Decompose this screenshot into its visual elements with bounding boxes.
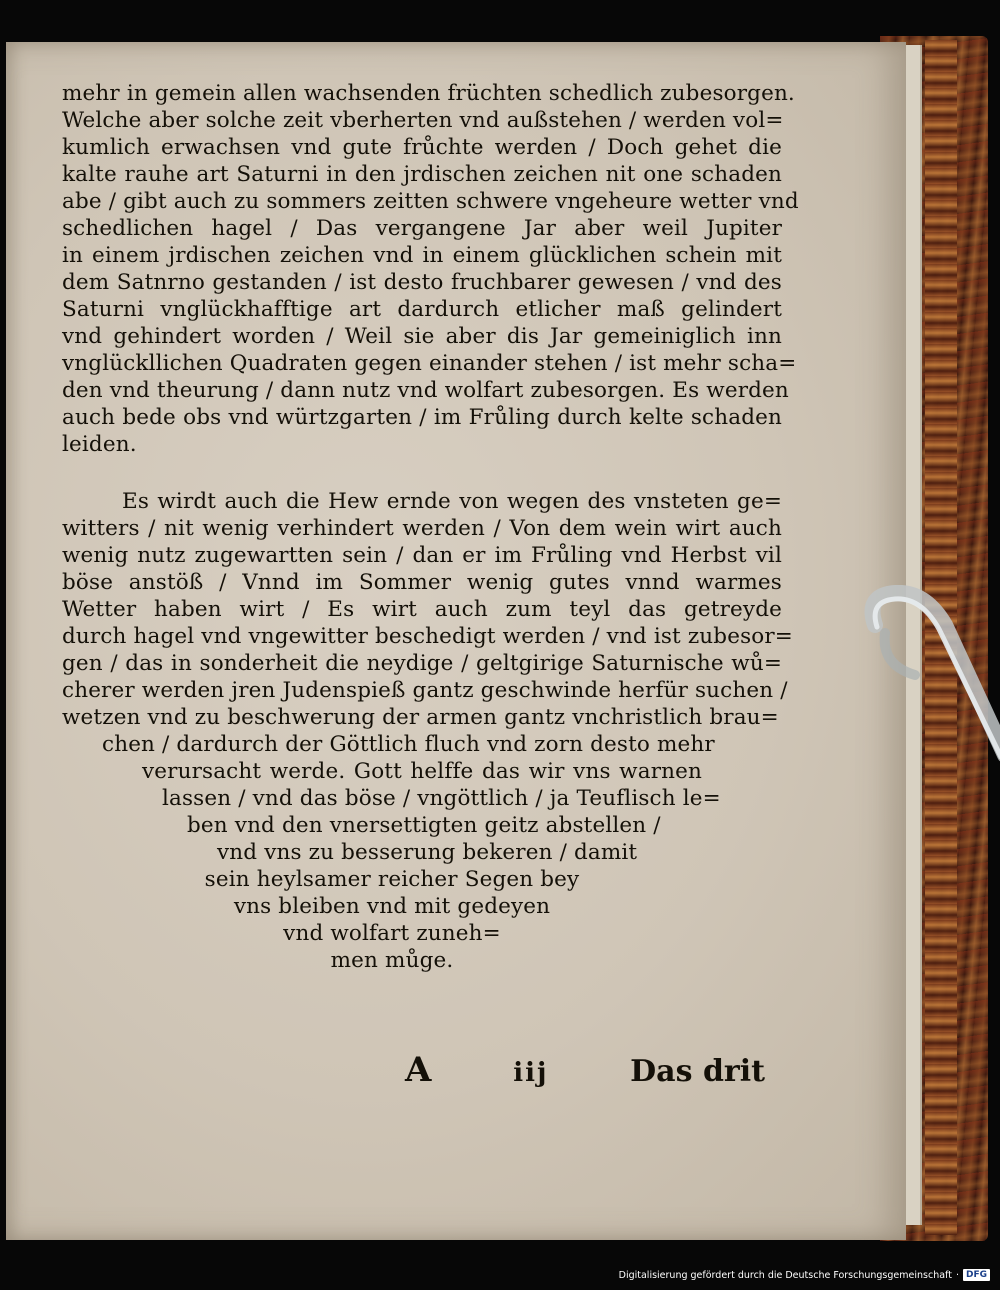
separator-dot: · [955, 1269, 959, 1281]
text-line: wenig nutz zugewartten sein / dan er im Frůling vnd Herbst vil [62, 543, 782, 568]
text-line: böse anstöß / Vnnd im Sommer wenig gutes vnnd warmes [62, 570, 782, 595]
text-line: lassen / vnd das böse / vngöttlich / ja Teuflisch le= [162, 786, 721, 811]
text-line: mehr in gemein allen wachsenden früchten schedlich zubesorgen. [62, 81, 795, 106]
text-line: wetzen vnd zu beschwerung der armen gantz vnchristlich brau= [62, 705, 779, 730]
text-line: vnglückllichen Quadraten gegen einander stehen / ist mehr scha= [62, 351, 797, 376]
text-line: sein heylsamer reicher Segen bey [204, 867, 580, 892]
catchword: Das drit [630, 1054, 765, 1089]
text-line: durch hagel vnd vngewitter beschedigt werden / vnd ist zubesor= [62, 624, 793, 649]
text-line: vns bleiben vnd mit gedeyen [233, 894, 551, 919]
text-line: gen / das in sonderheit die neydige / geltgirige Saturnische wů= [62, 651, 782, 676]
text-line: schedlichen hagel / Das vergangene Jar aber weil Jupiter [62, 216, 782, 241]
text-line: vnd wolfart zuneh= [283, 921, 501, 946]
credit-text: Digitalisierung gefördert durch die Deutsche Forschungsgemeinschaft [618, 1269, 952, 1281]
text-line: in einem jrdischen zeichen vnd in einem glücklichen schein mit [62, 243, 782, 268]
signature-number: iij [513, 1058, 549, 1088]
text-line: vnd gehindert worden / Weil sie aber dis Jar gemeiniglich inn [62, 324, 782, 349]
text-line: leiden. [62, 432, 137, 457]
dfg-logo: DFG [963, 1269, 990, 1281]
text-line: chen / dardurch der Göttlich fluch vnd zorn desto mehr [102, 732, 715, 757]
text-line: Welche aber solche zeit vberherten vnd außstehen / werden vol= [62, 108, 784, 133]
text-line: Es wirdt auch die Hew ernde von wegen des vnsteten ge= [122, 489, 782, 514]
text-line: Saturni vnglückhafftige art dardurch etlicher maß gelindert [62, 297, 782, 322]
text-line: dem Satnrno gestanden / ist desto fruchbarer gewesen / vnd des [62, 270, 782, 295]
paragraph-gap [62, 458, 782, 488]
text-line: men můge. [330, 948, 454, 973]
text-line: auch bede obs vnd würtzgarten / im Frůling durch kelte schaden [62, 405, 782, 430]
text-line: den vnd theurung / dann nutz vnd wolfart zubesorgen. Es werden [62, 378, 789, 403]
signature-letter: A [405, 1050, 432, 1090]
text-line: verursacht werde. Gott helffe das wir vns warnen [142, 759, 702, 784]
text-line: kalte rauhe art Saturni in den jrdischen zeichen nit one schaden [62, 162, 782, 187]
page-footer [405, 1050, 765, 1090]
text-line: cherer werden jren Judenspieß gantz geschwinde herfür suchen / [62, 678, 788, 703]
text-line: kumlich erwachsen vnd gute frůchte werden / Doch gehet die [62, 135, 782, 160]
text-line: witters / nit wenig verhindert werden / Von dem wein wirt auch [62, 516, 782, 541]
text-line: abe / gibt auch zu sommers zeitten schwere vngeheure wetter vnd [62, 189, 799, 214]
paper-clip [855, 585, 1000, 795]
text-line: ben vnd den vnersettigten geitz abstellen / [187, 813, 661, 838]
text-line: Wetter haben wirt / Es wirt auch zum teyl das getreyde [62, 597, 782, 622]
page-text [62, 80, 799, 974]
text-line: vnd vns zu besserung bekeren / damit [217, 840, 638, 865]
digitization-credit [619, 1268, 990, 1282]
